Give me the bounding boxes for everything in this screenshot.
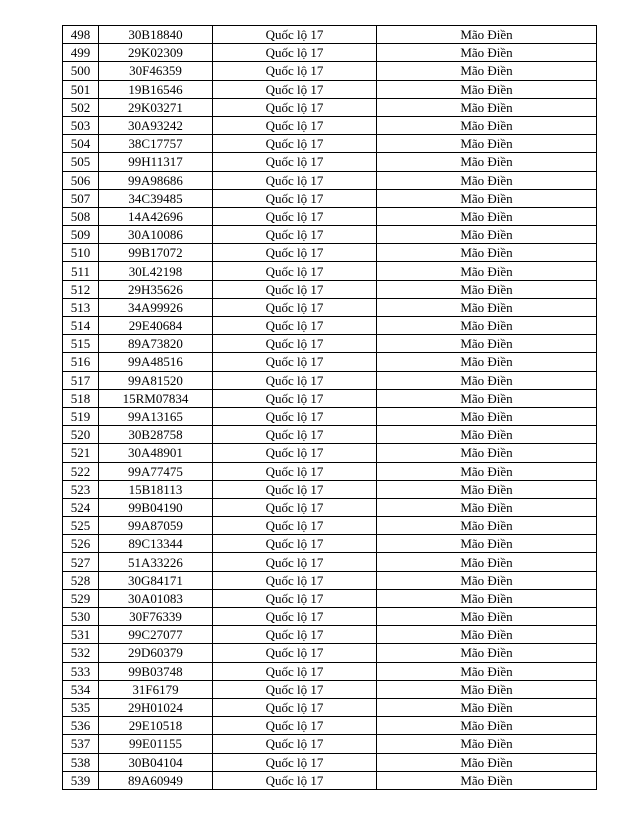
row-number-cell: 526 xyxy=(63,535,99,553)
location-cell: Mão Điền xyxy=(377,262,597,280)
location-cell: Mão Điền xyxy=(377,608,597,626)
road-cell: Quốc lộ 17 xyxy=(213,207,377,225)
table-row xyxy=(63,262,597,280)
location-cell: Mão Điền xyxy=(377,426,597,444)
location-cell: Mão Điền xyxy=(377,317,597,335)
row-number-cell: 505 xyxy=(63,153,99,171)
table-row xyxy=(63,189,597,207)
location-cell: Mão Điền xyxy=(377,353,597,371)
table-row xyxy=(63,680,597,698)
location-cell: Mão Điền xyxy=(377,207,597,225)
license-plate-cell: 30A48901 xyxy=(99,444,213,462)
row-number-cell: 502 xyxy=(63,98,99,116)
road-cell: Quốc lộ 17 xyxy=(213,26,377,44)
row-number-cell: 516 xyxy=(63,353,99,371)
row-number-cell: 528 xyxy=(63,571,99,589)
road-cell: Quốc lộ 17 xyxy=(213,335,377,353)
road-cell: Quốc lộ 17 xyxy=(213,535,377,553)
license-plate-cell: 30B28758 xyxy=(99,426,213,444)
license-plate-cell: 30F46359 xyxy=(99,62,213,80)
road-cell: Quốc lộ 17 xyxy=(213,444,377,462)
table-row xyxy=(63,571,597,589)
table-row xyxy=(63,171,597,189)
license-plate-cell: 99A98686 xyxy=(99,171,213,189)
table-row xyxy=(63,589,597,607)
row-number-cell: 539 xyxy=(63,771,99,789)
license-plate-cell: 29K02309 xyxy=(99,44,213,62)
table-row xyxy=(63,407,597,425)
license-plate-cell: 15B18113 xyxy=(99,480,213,498)
location-cell: Mão Điền xyxy=(377,444,597,462)
table-row xyxy=(63,371,597,389)
table-row xyxy=(63,444,597,462)
location-cell: Mão Điền xyxy=(377,116,597,134)
license-plate-cell: 30A01083 xyxy=(99,589,213,607)
road-cell: Quốc lộ 17 xyxy=(213,608,377,626)
location-cell: Mão Điền xyxy=(377,680,597,698)
table-row xyxy=(63,717,597,735)
license-plate-cell: 29K03271 xyxy=(99,98,213,116)
location-cell: Mão Điền xyxy=(377,662,597,680)
table-row xyxy=(63,80,597,98)
row-number-cell: 509 xyxy=(63,226,99,244)
license-plate-cell: 89A60949 xyxy=(99,771,213,789)
table-row xyxy=(63,480,597,498)
license-plate-cell: 29D60379 xyxy=(99,644,213,662)
row-number-cell: 527 xyxy=(63,553,99,571)
license-plate-cell: 30A10086 xyxy=(99,226,213,244)
table-row xyxy=(63,517,597,535)
location-cell: Mão Điền xyxy=(377,44,597,62)
row-number-cell: 498 xyxy=(63,26,99,44)
table-row xyxy=(63,662,597,680)
road-cell: Quốc lộ 17 xyxy=(213,280,377,298)
road-cell: Quốc lộ 17 xyxy=(213,426,377,444)
road-cell: Quốc lộ 17 xyxy=(213,98,377,116)
table-row xyxy=(63,280,597,298)
table-row xyxy=(63,335,597,353)
row-number-cell: 515 xyxy=(63,335,99,353)
table-row xyxy=(63,26,597,44)
table-row xyxy=(63,608,597,626)
license-plate-cell: 30B18840 xyxy=(99,26,213,44)
table-row xyxy=(63,317,597,335)
license-plate-cell: 99A13165 xyxy=(99,407,213,425)
row-number-cell: 499 xyxy=(63,44,99,62)
road-cell: Quốc lộ 17 xyxy=(213,644,377,662)
row-number-cell: 524 xyxy=(63,498,99,516)
location-cell: Mão Điền xyxy=(377,735,597,753)
license-plate-cell: 99A81520 xyxy=(99,371,213,389)
license-plate-cell: 99A77475 xyxy=(99,462,213,480)
row-number-cell: 537 xyxy=(63,735,99,753)
road-cell: Quốc lộ 17 xyxy=(213,735,377,753)
row-number-cell: 500 xyxy=(63,62,99,80)
row-number-cell: 534 xyxy=(63,680,99,698)
table-row xyxy=(63,135,597,153)
road-cell: Quốc lộ 17 xyxy=(213,116,377,134)
location-cell: Mão Điền xyxy=(377,571,597,589)
row-number-cell: 523 xyxy=(63,480,99,498)
road-cell: Quốc lộ 17 xyxy=(213,317,377,335)
license-plate-cell: 99B03748 xyxy=(99,662,213,680)
road-cell: Quốc lộ 17 xyxy=(213,262,377,280)
license-plate-cell: 29E40684 xyxy=(99,317,213,335)
license-plate-cell: 99E01155 xyxy=(99,735,213,753)
table-row xyxy=(63,226,597,244)
road-cell: Quốc lộ 17 xyxy=(213,80,377,98)
row-number-cell: 530 xyxy=(63,608,99,626)
road-cell: Quốc lộ 17 xyxy=(213,753,377,771)
license-plate-cell: 38C17757 xyxy=(99,135,213,153)
row-number-cell: 507 xyxy=(63,189,99,207)
table-row xyxy=(63,353,597,371)
road-cell: Quốc lộ 17 xyxy=(213,189,377,207)
license-plate-cell: 30G84171 xyxy=(99,571,213,589)
location-cell: Mão Điền xyxy=(377,171,597,189)
row-number-cell: 518 xyxy=(63,389,99,407)
table-row xyxy=(63,698,597,716)
license-plate-cell: 29H01024 xyxy=(99,698,213,716)
location-cell: Mão Điền xyxy=(377,189,597,207)
location-cell: Mão Điền xyxy=(377,244,597,262)
road-cell: Quốc lộ 17 xyxy=(213,498,377,516)
road-cell: Quốc lộ 17 xyxy=(213,771,377,789)
location-cell: Mão Điền xyxy=(377,62,597,80)
row-number-cell: 532 xyxy=(63,644,99,662)
table-row xyxy=(63,462,597,480)
road-cell: Quốc lộ 17 xyxy=(213,353,377,371)
location-cell: Mão Điền xyxy=(377,135,597,153)
location-cell: Mão Điền xyxy=(377,153,597,171)
row-number-cell: 513 xyxy=(63,298,99,316)
location-cell: Mão Điền xyxy=(377,407,597,425)
location-cell: Mão Điền xyxy=(377,389,597,407)
location-cell: Mão Điền xyxy=(377,589,597,607)
license-plate-cell: 30L42198 xyxy=(99,262,213,280)
row-number-cell: 512 xyxy=(63,280,99,298)
location-cell: Mão Điền xyxy=(377,480,597,498)
road-cell: Quốc lộ 17 xyxy=(213,462,377,480)
road-cell: Quốc lộ 17 xyxy=(213,153,377,171)
location-cell: Mão Điền xyxy=(377,98,597,116)
license-plate-cell: 31F6179 xyxy=(99,680,213,698)
row-number-cell: 508 xyxy=(63,207,99,225)
road-cell: Quốc lộ 17 xyxy=(213,571,377,589)
row-number-cell: 519 xyxy=(63,407,99,425)
location-cell: Mão Điền xyxy=(377,226,597,244)
table-row xyxy=(63,535,597,553)
location-cell: Mão Điền xyxy=(377,753,597,771)
road-cell: Quốc lộ 17 xyxy=(213,517,377,535)
license-plate-cell: 89A73820 xyxy=(99,335,213,353)
road-cell: Quốc lộ 17 xyxy=(213,226,377,244)
license-plate-cell: 99A48516 xyxy=(99,353,213,371)
location-cell: Mão Điền xyxy=(377,280,597,298)
row-number-cell: 520 xyxy=(63,426,99,444)
table-body xyxy=(63,26,597,790)
row-number-cell: 522 xyxy=(63,462,99,480)
license-plate-cell: 30A93242 xyxy=(99,116,213,134)
road-cell: Quốc lộ 17 xyxy=(213,171,377,189)
table-row xyxy=(63,426,597,444)
license-plate-cell: 99A87059 xyxy=(99,517,213,535)
row-number-cell: 533 xyxy=(63,662,99,680)
row-number-cell: 514 xyxy=(63,317,99,335)
table-row xyxy=(63,207,597,225)
license-plate-cell: 99B04190 xyxy=(99,498,213,516)
license-plate-cell: 99C27077 xyxy=(99,626,213,644)
table-row xyxy=(63,498,597,516)
row-number-cell: 504 xyxy=(63,135,99,153)
road-cell: Quốc lộ 17 xyxy=(213,680,377,698)
location-cell: Mão Điền xyxy=(377,371,597,389)
row-number-cell: 535 xyxy=(63,698,99,716)
road-cell: Quốc lộ 17 xyxy=(213,244,377,262)
row-number-cell: 538 xyxy=(63,753,99,771)
road-cell: Quốc lộ 17 xyxy=(213,44,377,62)
license-plate-cell: 34C39485 xyxy=(99,189,213,207)
row-number-cell: 531 xyxy=(63,626,99,644)
location-cell: Mão Điền xyxy=(377,717,597,735)
table-row xyxy=(63,644,597,662)
license-plate-cell: 30F76339 xyxy=(99,608,213,626)
road-cell: Quốc lộ 17 xyxy=(213,717,377,735)
table-row xyxy=(63,244,597,262)
road-cell: Quốc lộ 17 xyxy=(213,62,377,80)
table-row xyxy=(63,771,597,789)
table-row xyxy=(63,389,597,407)
row-number-cell: 536 xyxy=(63,717,99,735)
road-cell: Quốc lộ 17 xyxy=(213,698,377,716)
license-plate-cell: 99B17072 xyxy=(99,244,213,262)
license-plate-cell: 89C13344 xyxy=(99,535,213,553)
license-plate-cell: 99H11317 xyxy=(99,153,213,171)
road-cell: Quốc lộ 17 xyxy=(213,407,377,425)
vehicle-violation-table xyxy=(62,25,597,790)
row-number-cell: 501 xyxy=(63,80,99,98)
location-cell: Mão Điền xyxy=(377,771,597,789)
road-cell: Quốc lộ 17 xyxy=(213,135,377,153)
row-number-cell: 521 xyxy=(63,444,99,462)
table-row xyxy=(63,298,597,316)
location-cell: Mão Điền xyxy=(377,517,597,535)
table-row xyxy=(63,753,597,771)
road-cell: Quốc lộ 17 xyxy=(213,589,377,607)
license-plate-cell: 19B16546 xyxy=(99,80,213,98)
road-cell: Quốc lộ 17 xyxy=(213,371,377,389)
row-number-cell: 529 xyxy=(63,589,99,607)
row-number-cell: 511 xyxy=(63,262,99,280)
table-row xyxy=(63,553,597,571)
table-row xyxy=(63,98,597,116)
location-cell: Mão Điền xyxy=(377,698,597,716)
row-number-cell: 506 xyxy=(63,171,99,189)
location-cell: Mão Điền xyxy=(377,644,597,662)
road-cell: Quốc lộ 17 xyxy=(213,389,377,407)
table-row xyxy=(63,116,597,134)
row-number-cell: 503 xyxy=(63,116,99,134)
table-row xyxy=(63,735,597,753)
location-cell: Mão Điền xyxy=(377,80,597,98)
location-cell: Mão Điền xyxy=(377,298,597,316)
location-cell: Mão Điền xyxy=(377,535,597,553)
road-cell: Quốc lộ 17 xyxy=(213,298,377,316)
location-cell: Mão Điền xyxy=(377,462,597,480)
location-cell: Mão Điền xyxy=(377,626,597,644)
location-cell: Mão Điền xyxy=(377,498,597,516)
road-cell: Quốc lộ 17 xyxy=(213,480,377,498)
table-row xyxy=(63,626,597,644)
road-cell: Quốc lộ 17 xyxy=(213,553,377,571)
road-cell: Quốc lộ 17 xyxy=(213,662,377,680)
row-number-cell: 525 xyxy=(63,517,99,535)
location-cell: Mão Điền xyxy=(377,26,597,44)
table-row xyxy=(63,153,597,171)
table-row xyxy=(63,62,597,80)
row-number-cell: 510 xyxy=(63,244,99,262)
location-cell: Mão Điền xyxy=(377,335,597,353)
license-plate-cell: 30B04104 xyxy=(99,753,213,771)
license-plate-cell: 15RM07834 xyxy=(99,389,213,407)
license-plate-cell: 51A33226 xyxy=(99,553,213,571)
license-plate-cell: 34A99926 xyxy=(99,298,213,316)
license-plate-cell: 29E10518 xyxy=(99,717,213,735)
table-row xyxy=(63,44,597,62)
location-cell: Mão Điền xyxy=(377,553,597,571)
road-cell: Quốc lộ 17 xyxy=(213,626,377,644)
license-plate-cell: 29H35626 xyxy=(99,280,213,298)
license-plate-cell: 14A42696 xyxy=(99,207,213,225)
row-number-cell: 517 xyxy=(63,371,99,389)
